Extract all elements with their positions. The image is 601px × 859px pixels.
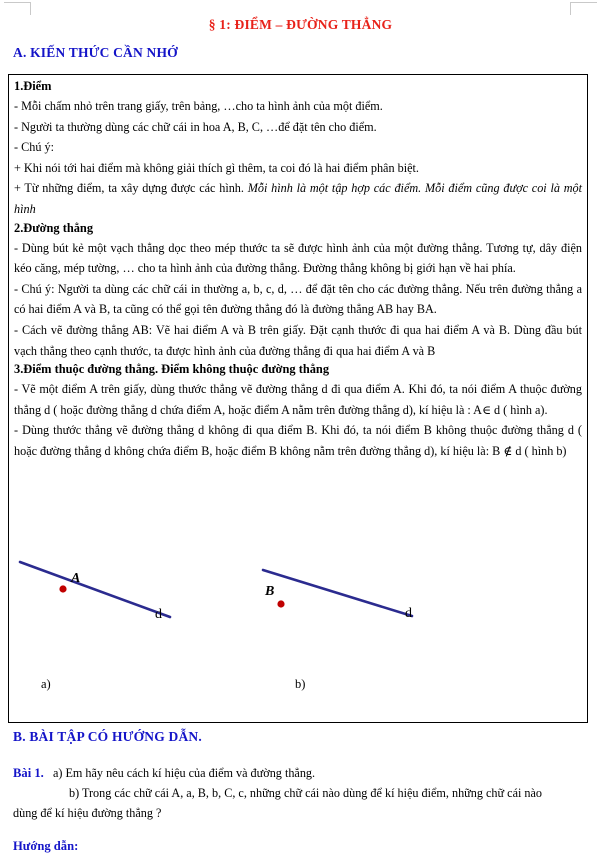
figure-a-point-A bbox=[59, 585, 66, 592]
duong-thang-line-2: - Chú ý: Người ta dùng các chữ cái in thường a, b, c, d, … để đặt tên cho các đường thẳng. Nếu trên đường thẳng a có hai điểm A và B, ta cũng có thể gọi tên đường thẳng đó là đường thẳng AB hay BA. bbox=[14, 281, 582, 317]
diem-line-5-normal: + Từ những điểm, ta xây dựng được các hình. bbox=[14, 181, 248, 196]
figure-a-label-d: d bbox=[155, 607, 162, 622]
exercise-1-part-b-cont: dùng để kí hiệu đường thẳng ? bbox=[13, 806, 162, 820]
subheading-duong-thang: 2.Đường thẳng bbox=[14, 220, 94, 235]
diem-line-5-italic: Mỗi hình là một tập hợp các điểm. Mỗi điểm cũng được coi là một hình bbox=[14, 181, 583, 216]
exercise-1-label: Bài 1. bbox=[13, 766, 44, 780]
figure-b-point-B bbox=[277, 600, 284, 607]
figures-svg bbox=[9, 531, 575, 643]
figure-a-caption: a) bbox=[41, 677, 51, 691]
figure-b-line bbox=[263, 570, 412, 616]
huong-dan-text: Hướng dẫn: bbox=[13, 839, 79, 853]
diem-line-1: - Mỗi chấm nhỏ trên trang giấy, trên bảng, …cho ta hình ảnh của một điểm. bbox=[14, 99, 383, 113]
margin-corner-mark-top-left bbox=[4, 2, 31, 15]
figure-b-label-d: d bbox=[405, 606, 412, 621]
exercise-1 bbox=[13, 763, 588, 823]
figure-a-line bbox=[20, 562, 170, 617]
figure-a bbox=[20, 562, 170, 622]
figures-container bbox=[9, 531, 575, 643]
figure-a-label-A: A bbox=[71, 571, 81, 586]
diem-line-2: - Người ta thường dùng các chữ cái in hoa A, B, C, …để đặt tên cho điểm. bbox=[14, 119, 377, 134]
diem-thuoc-line-2: - Dùng thước thẳng vẽ đường thẳng d không đi qua điểm B. Khi đó, ta nói điểm B không thuộc đường thẳng d ( hoặc đường thẳng d không chứa điểm B, hoặc điểm B không nằm trên đường thẳng d), kí hiệu là: B ∉ d ( hình b) bbox=[14, 423, 582, 458]
exercise-1-part-b: b) Trong các chữ cái A, a, B, b, C, c, những chữ cái nào dùng để kí hiệu điểm, những chữ cái nào bbox=[69, 786, 543, 800]
page-title: § 1: ĐIỂM – ĐƯỜNG THẲNG bbox=[208, 17, 393, 32]
diem-line-3: - Chú ý: bbox=[14, 140, 54, 155]
figure-b-caption: b) bbox=[295, 677, 306, 691]
diem-thuoc-line-1: - Vẽ một điểm A trên giấy, dùng thước thẳng vẽ đường thẳng d đi qua điểm A. Khi đó, ta nói điểm A thuộc đường thẳng d ( hoặc đường thẳng d chứa điểm A, hoặc điểm A nằm trên đường thẳng d), kí hiệu là : A∈ d ( hình a). bbox=[14, 382, 582, 417]
duong-thang-line-1: - Dùng bút kẻ một vạch thẳng dọc theo mép thước ta sẽ được hình ảnh của một đường thẳng. Tương tự, dây điện kéo căng, mép tường, … cho ta hình ảnh của đường thẳng. Đường thẳng không bị giới hạn về hai phía. bbox=[14, 240, 582, 276]
section-heading-knowledge: A. KIẾN THỨC CẦN NHỚ bbox=[13, 45, 178, 60]
diem-line-4: + Khi nói tới hai điểm mà không giải thích gì thêm, ta coi đó là hai điểm phân biệt. bbox=[14, 160, 419, 175]
diem-line-5 bbox=[14, 178, 582, 219]
exercise-1-part-a: a) Em hãy nêu cách kí hiệu của điểm và đường thẳng. bbox=[52, 766, 316, 780]
subheading-diem: 1.Điểm bbox=[14, 79, 52, 93]
margin-corner-mark-top-right bbox=[570, 2, 597, 15]
exercise-1-line-a bbox=[13, 763, 588, 783]
figure-b bbox=[263, 570, 412, 621]
huong-dan-label bbox=[13, 836, 588, 856]
duong-thang-line-3: - Cách vẽ đường thẳng AB: Vẽ hai điểm A và B trên giấy. Đặt cạnh thước đi qua hai điểm A và B. Dùng đầu bút vạch thẳng theo cạnh thước, ta được hình ảnh của đường thẳng đi qua hai điểm A và B bbox=[14, 322, 582, 358]
section-heading-exercises: B. BÀI TẬP CÓ HƯỚNG DẪN. bbox=[13, 729, 202, 744]
subheading-diem-thuoc-duong-thang: 3.Điểm thuộc đường thẳng. Điểm không thuộc đường thẳng bbox=[14, 362, 330, 377]
figure-b-label-B: B bbox=[265, 584, 275, 599]
